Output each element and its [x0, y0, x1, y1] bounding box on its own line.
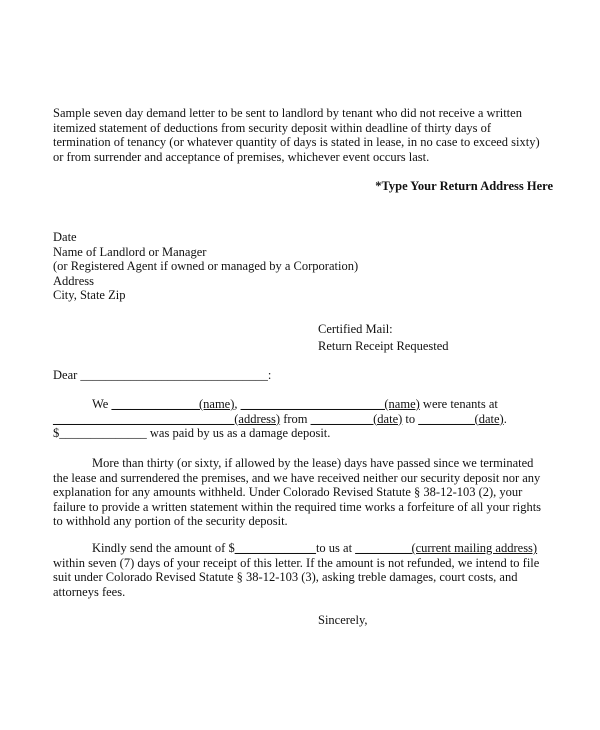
name-blank: _______________________(name)	[240, 397, 420, 411]
return-address-placeholder: *Type Your Return Address Here	[375, 179, 553, 193]
text-run: .	[503, 411, 507, 426]
intro-line: itemized statement of deductions from security deposit within deadline of thirty days of	[53, 120, 492, 135]
amount-blank: _____________	[234, 541, 316, 555]
closing: Sincerely,	[318, 613, 368, 627]
tenant-paragraph	[53, 397, 553, 441]
mailing-address-blank: _________(current mailing address)	[355, 541, 538, 555]
tenant-line	[53, 426, 553, 441]
text-run: We	[92, 397, 112, 411]
statute-line: to withhold any portion of the security deposit.	[53, 514, 288, 529]
statute-line: failure to provide a written statement within the required time works a forfeiture of all your rights	[53, 499, 542, 514]
statute-line: explanation for any amounts withheld. Under Colorado Revised Statute § 38-12-103 (2), your	[53, 485, 523, 500]
text-run: to	[402, 411, 419, 426]
address-blank: _____________________________(address)	[53, 411, 281, 426]
text-run: Kindly send the amount of $	[92, 541, 235, 555]
text-run: $	[53, 426, 60, 441]
intro-paragraph	[53, 106, 553, 164]
intro-line: Sample seven day demand letter to be sent to landlord by tenant who did not receive a written	[53, 106, 522, 120]
recipient-line: Date	[53, 230, 77, 244]
demand-line: attorneys fees.	[53, 584, 126, 599]
tenant-line	[53, 412, 553, 427]
name-blank: ______________(name)	[111, 397, 235, 411]
text-run: was paid by us as a damage deposit.	[146, 426, 331, 441]
text-run: to us at	[315, 541, 356, 555]
statute-paragraph	[53, 456, 553, 529]
date-blank: _________(date)	[418, 411, 504, 426]
intro-line: termination of tenancy (or whatever quantity of days is stated in lease, in no case to exceed sixty)	[53, 135, 540, 150]
salutation: Dear ______________________________:	[53, 368, 272, 382]
recipient-line: Address	[53, 273, 94, 288]
demand-line: suit under Colorado Revised Statute § 38-12-103 (3), asking treble damages, court costs, and	[53, 570, 518, 585]
date-blank: __________(date)	[310, 411, 403, 426]
return-receipt-label: Return Receipt Requested	[318, 338, 449, 353]
demand-line: within seven (7) days of your receipt of this letter. If the amount is not refunded, we intend to file	[53, 555, 540, 570]
statute-line: the lease and surrendered the premises, and we have received neither our security deposit nor any	[53, 470, 541, 485]
demand-line	[53, 541, 553, 556]
recipient-line: City, State Zip	[53, 288, 126, 303]
tenant-line	[53, 397, 553, 412]
text-run: were tenants at	[419, 397, 498, 411]
intro-line: or from surrender and acceptance of premises, whichever event occurs last.	[53, 149, 430, 164]
certified-mail-label: Certified Mail:	[318, 322, 393, 336]
recipient-line: (or Registered Agent if owned or managed by a Corporation)	[53, 259, 359, 274]
recipient-address	[53, 230, 553, 303]
recipient-line: Name of Landlord or Manager	[53, 244, 207, 259]
text-run: ,	[234, 397, 241, 411]
mail-notice	[318, 322, 558, 353]
statute-line: More than thirty (or sixty, if allowed by the lease) days have passed since we terminated	[92, 456, 534, 470]
amount-blank: ______________	[59, 426, 147, 441]
demand-paragraph	[53, 541, 553, 599]
text-run: from	[280, 411, 311, 426]
